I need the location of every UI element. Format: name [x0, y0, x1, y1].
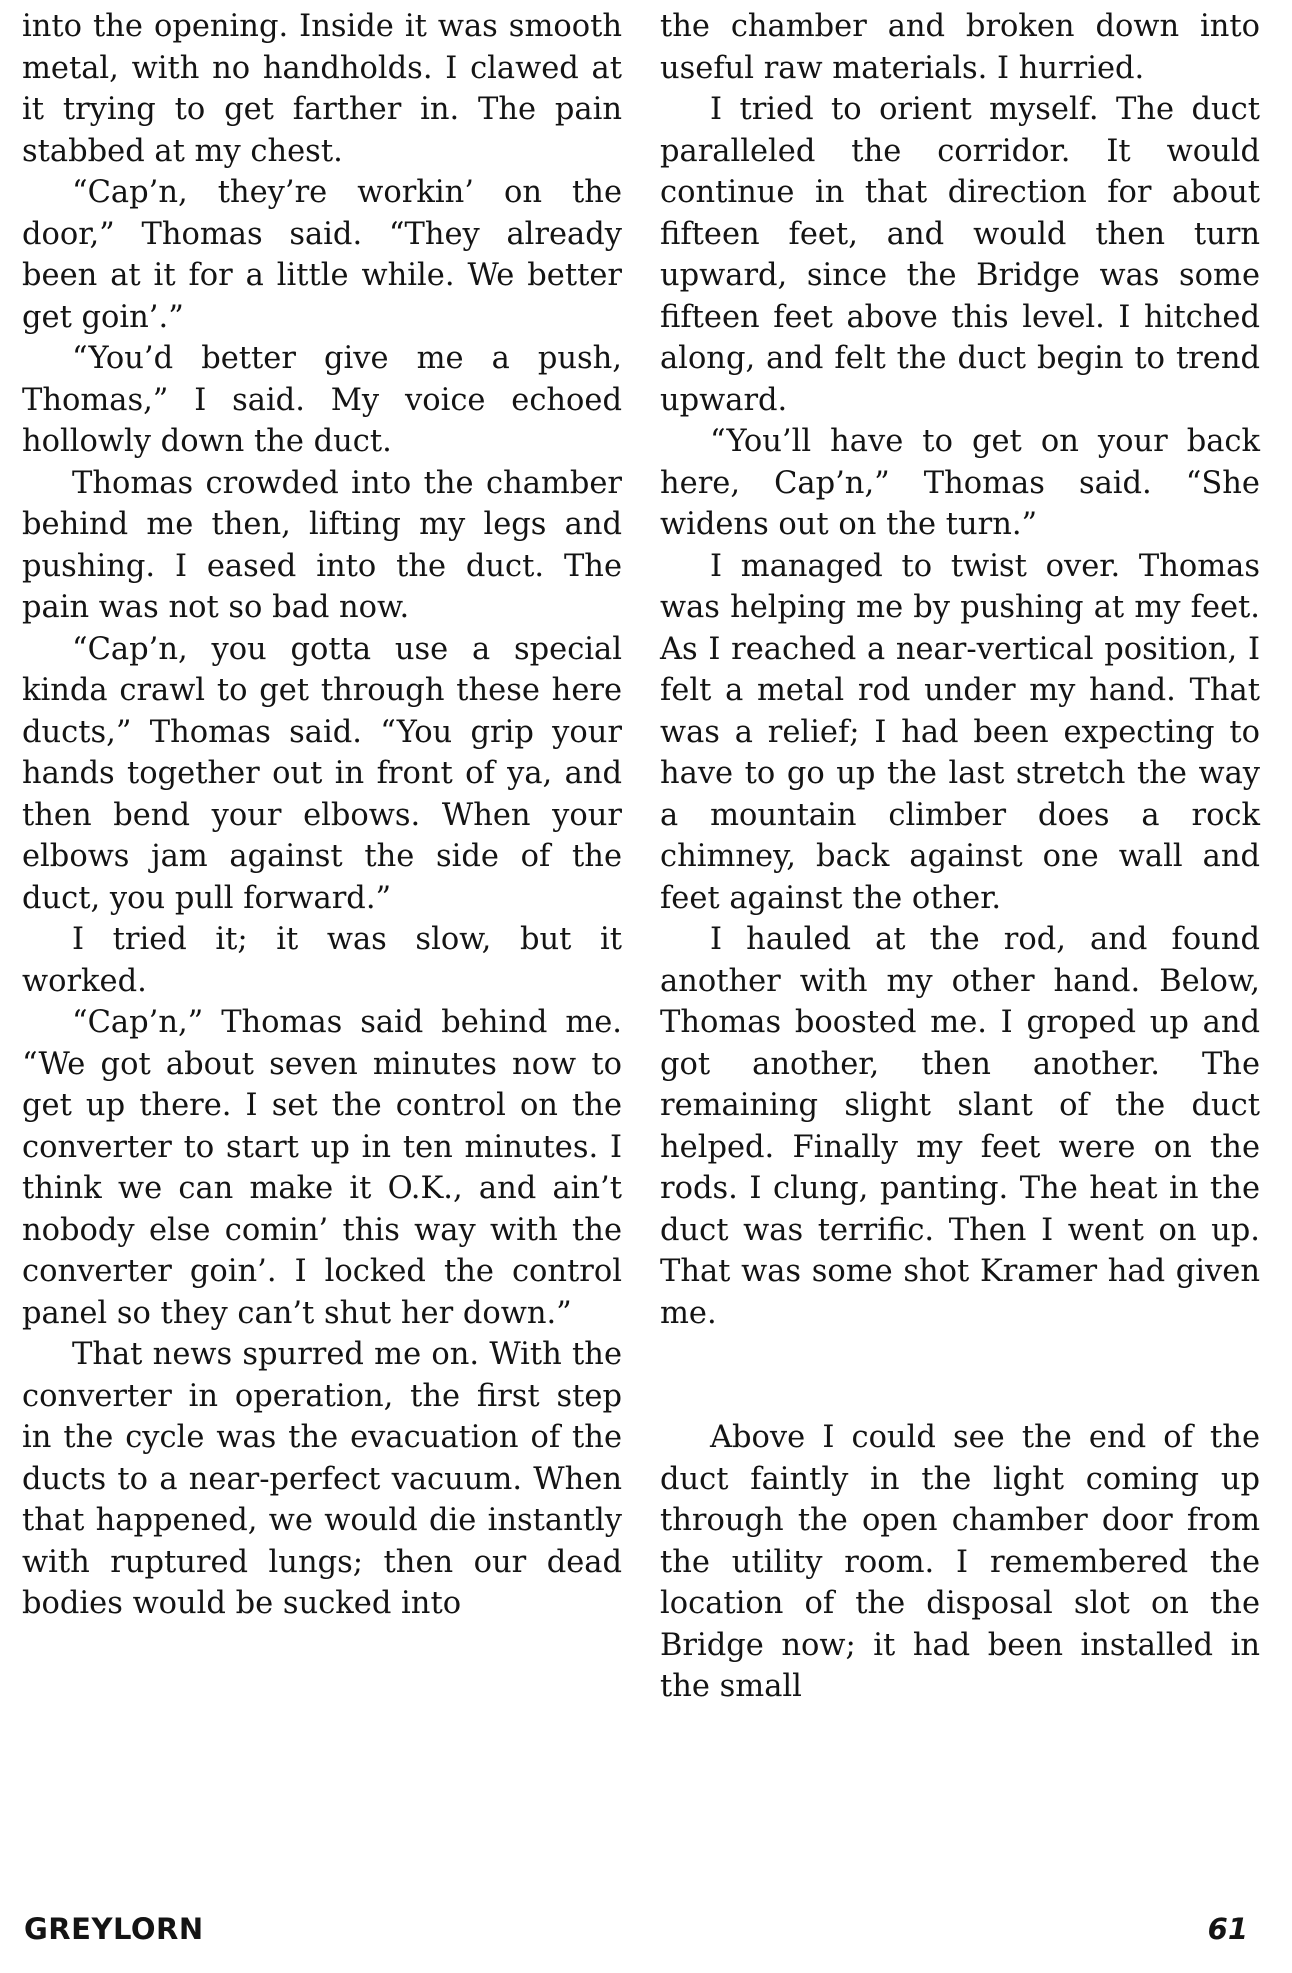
paragraph: Above I could see the end of the duct faintly in the light coming up through the open chamber door from the utility room. I remembered the location of the disposal slot on the Bridge now; it had been installed in the small: [660, 1420, 1260, 1704]
paragraph-continued: into the opening. Inside it was smooth metal, with no handholds. I clawed at it trying to get farther in. The pain stabbed at my chest.: [22, 9, 622, 169]
page-number: 61: [1207, 1912, 1248, 1946]
paragraph: “You’d better give me a push, Thomas,” I said. My voice echoed hollowly down the duct.: [22, 341, 622, 459]
paragraph: I tried it; it was slow, but it worked.: [22, 922, 622, 999]
paragraph: I hauled at the rod, and found another with my other hand. Below, Thomas boosted me. I groped up and got another, then another. The remaining slight slant of the duct helped. Finally my feet were on the rods. I clung, panting. The heat in the duct was terrific. Then I went on up. That was some shot Kramer had given me.: [660, 922, 1260, 1331]
left-text-column: [22, 6, 622, 1625]
section-break: [660, 1334, 1260, 1417]
magazine-title: GREYLORN: [24, 1912, 204, 1946]
paragraph: Thomas crowded into the chamber behind me then, lifting my legs and pushing. I eased into the duct. The pain was not so bad now.: [22, 465, 622, 625]
paragraph: “Cap’n,” Thomas said behind me. “We got about seven minutes now to get up there. I set the control on the converter to start up in ten minutes. I think we can make it O.K., and ain’t nobody else comin’ this way with the converter goin’. I locked the control panel so they can’t shut her down.”: [22, 1005, 622, 1331]
paragraph: “Cap’n, they’re workin’ on the door,” Thomas said. “They already been at it for a little while. We better get goin’.”: [22, 175, 622, 335]
page-footer: [0, 1912, 1292, 1952]
paragraph: “You’ll have to get on your back here, Cap’n,” Thomas said. “She widens out on the turn.”: [660, 424, 1260, 542]
paragraph: “Cap’n, you gotta use a special kinda crawl to get through these here ducts,” Thomas said. “You grip your hands together out in front of ya, and then bend your elbows. When your elbows jam against the side of the duct, you pull forward.”: [22, 631, 622, 916]
paragraph: I managed to twist over. Thomas was helping me by pushing at my feet. As I reached a near-vertical position, I felt a metal rod under my hand. That was a relief; I had been expecting to have to go up the last stretch the way a mountain climber does a rock chimney, back against one wall and feet against the other.: [660, 548, 1260, 916]
paragraph: I tried to orient myself. The duct paralleled the corridor. It would continue in that direction for about fifteen feet, and would then turn upward, since the Bridge was some fifteen feet above this level. I hitched along, and felt the duct begin to trend upward.: [660, 92, 1260, 418]
paragraph: That news spurred me on. With the converter in operation, the first step in the cycle was the evacuation of the ducts to a near-perfect vacuum. When that happened, we would die instantly with ruptured lungs; then our dead bodies would be sucked into: [22, 1337, 622, 1621]
paragraph-continued: the chamber and broken down into useful raw materials. I hurried.: [660, 9, 1260, 86]
right-text-column: [660, 6, 1260, 1708]
